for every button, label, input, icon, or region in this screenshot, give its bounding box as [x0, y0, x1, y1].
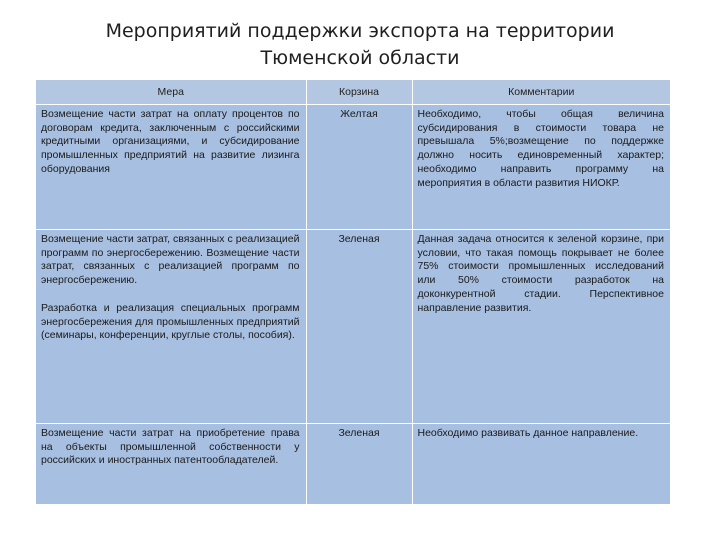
header-basket: Корзина [306, 80, 412, 105]
table-header-row [36, 80, 670, 105]
comment-cell: Необходимо развивать данное направление. [412, 424, 670, 505]
measure-text: Разработка и реализация специальных программ энергосбережения для промышленных предприятий (семинары, конференции, круглые столы, пособия). [41, 301, 300, 342]
title-line-2: Тюменской области [260, 47, 460, 69]
table-row [36, 424, 670, 505]
table-row [36, 230, 670, 424]
header-measure: Мера [36, 80, 306, 105]
header-comments: Комментарии [412, 80, 670, 105]
comment-cell: Данная задача относится к зеленой корзине, при условии, что такая помощь покрывает не более 75% стоимости промышленных исследований или 50% стоимости разработок на доконкурентной стадии. Перспективное направление развития. [412, 230, 670, 424]
measure-cell [36, 424, 306, 505]
basket-cell: Желтая [306, 105, 412, 230]
measures-table [36, 80, 670, 505]
comment-cell: Необходимо, чтобы общая величина субсидирования в стоимости товара не превышала 5%;возмещение по поддержке должно носить единовременный характер; необходимо направить программу на мероприятия в области развития НИОКР. [412, 105, 670, 230]
slide-title [40, 18, 680, 72]
table-row [36, 105, 670, 230]
basket-cell: Зеленая [306, 424, 412, 505]
measure-text: Возмещение части затрат, связанных с реализацией программ по энергосбережению. Возмещение части затрат, связанных с реализацией программ по энергосбережению. [41, 233, 300, 287]
measure-cell [36, 230, 306, 424]
measure-text: Возмещение части затрат на приобретение права на объекты промышленной собственности у российских и иностранных патентообладателей. [41, 427, 300, 467]
title-line-1: Мероприятий поддержки экспорта на территории [105, 20, 615, 42]
basket-cell: Зеленая [306, 230, 412, 424]
measure-cell [36, 105, 306, 230]
measure-text: Возмещение части затрат на оплату процентов по договорам кредита, заключенным с российскими кредитными организациями, и субсидирование промышленных предприятий на развитие лизинга оборудования [41, 108, 300, 175]
